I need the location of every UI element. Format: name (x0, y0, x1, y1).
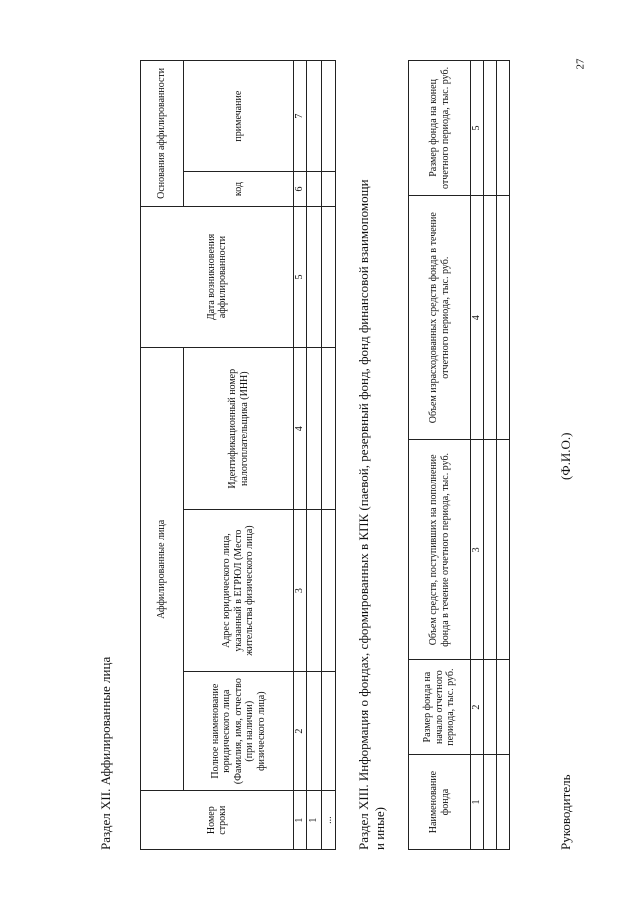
table-cell (307, 206, 322, 348)
col-number: 1 (294, 791, 307, 850)
table-cell (321, 671, 336, 790)
page-number: 27 (574, 58, 587, 70)
table-row (307, 61, 322, 850)
row-number: 1 (307, 791, 322, 850)
table-cell (497, 660, 510, 755)
col-number: 1 (471, 755, 484, 850)
table-cell (497, 755, 510, 850)
table-cell (321, 348, 336, 510)
col-end-header: Размер фонда на конец отчетного периода, тыс. руб. (409, 61, 471, 196)
table-cell (497, 440, 510, 660)
col-number: 4 (294, 348, 307, 510)
col-number: 2 (294, 671, 307, 790)
col-address-header: Адрес юридического лица, указанный в ЕГРЮЛ (Место жительства физического лица) (184, 510, 294, 672)
table-cell (307, 671, 322, 790)
table-cell (307, 348, 322, 510)
table-row (484, 61, 497, 850)
table-row (497, 61, 510, 850)
col-number: 5 (294, 206, 307, 348)
table-cell (484, 61, 497, 196)
col-received-header: Объем средств, поступивших на пополнение фонда в течение отчетного периода, тыс. руб. (409, 440, 471, 660)
table-cell (307, 510, 322, 672)
affiliated-group-header: Аффилированные лица (141, 348, 184, 791)
rotated-page-content (90, 50, 630, 850)
col-number: 3 (471, 440, 484, 660)
funds-table (408, 60, 510, 850)
col-number: 6 (294, 172, 307, 206)
col-number: 3 (294, 510, 307, 672)
table-cell (307, 172, 322, 206)
table-cell (484, 440, 497, 660)
col-row-number-header: Номер строки (141, 791, 294, 850)
col-note-header: примечание (184, 61, 294, 172)
signature-role: Руководитель (558, 774, 573, 850)
col-fund-name-header: Наименование фонда (409, 755, 471, 850)
table-cell (321, 61, 336, 172)
col-full-name-header: Полное наименование юридического лица (Фамилия, имя, отчество (при наличии) физического лица) (184, 671, 294, 790)
affiliated-persons-table (140, 60, 336, 850)
col-number: 5 (471, 61, 484, 196)
col-inn-header: Идентификационный номер налогоплательщика (ИНН) (184, 348, 294, 510)
table-cell (321, 206, 336, 348)
col-code-header: код (184, 172, 294, 206)
section13-title-line1: Раздел XIII. Информация о фондах, сформированных в КПК (паевой, резервный фонд, фонд финансовой взаимопомощи (356, 179, 371, 850)
table-cell (321, 172, 336, 206)
table-cell (484, 660, 497, 755)
table-cell (307, 61, 322, 172)
col-spent-header: Объем израсходованных средств фонда в течение отчетного периода, тыс. руб. (409, 195, 471, 440)
section13-title-line2: и иные) (372, 807, 387, 850)
table-cell (484, 195, 497, 440)
col-begin-header: Размер фонда на начало отчетного периода, тыс. руб. (409, 660, 471, 755)
section12-title: Раздел XII. Аффилированные лица (98, 656, 113, 850)
table-row (321, 61, 336, 850)
col-number: 4 (471, 195, 484, 440)
col-date-header: Дата возникновения аффилированности (141, 206, 294, 348)
table-cell (497, 61, 510, 196)
signature-fio: (Ф.И.О.) (558, 432, 573, 480)
col-number: 7 (294, 61, 307, 172)
row-number: ... (321, 791, 336, 850)
table-cell (321, 510, 336, 672)
table-cell (484, 755, 497, 850)
table-cell (497, 195, 510, 440)
col-number: 2 (471, 660, 484, 755)
basis-group-header: Основания аффилированности (141, 61, 184, 207)
